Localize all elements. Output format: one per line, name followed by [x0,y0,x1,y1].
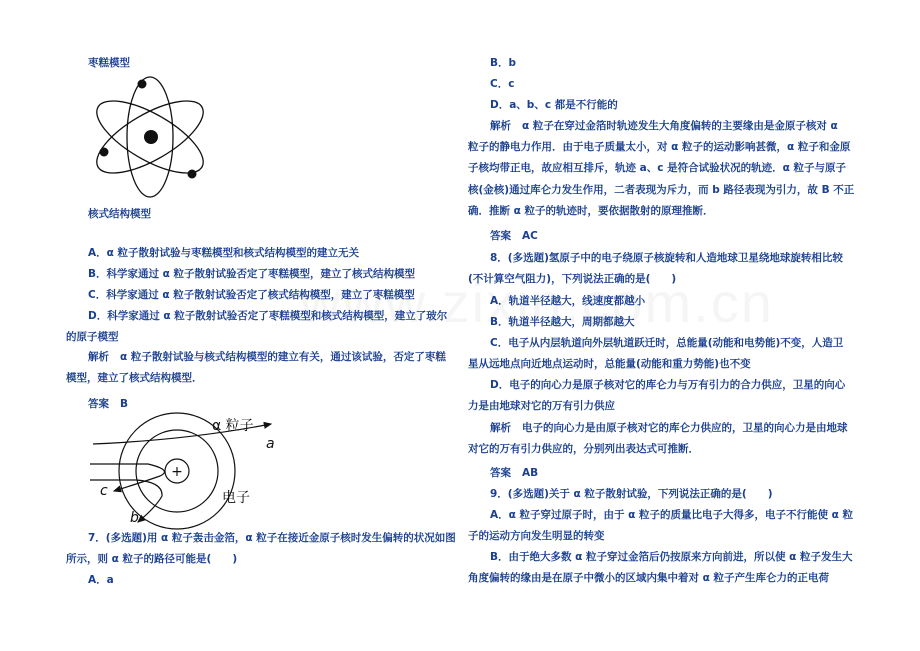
analysis-text-cont: 粒子的静电力作用．由于电子质量太小，对 α 粒子的运动影响甚微，α 粒子和金原 [468,141,851,153]
electron-dot [188,170,197,179]
fig1-top-label: 枣糕模型 [88,57,130,69]
electron-dot [138,80,147,89]
q8-stem-cont: (不计算空气阻力)，下列说法正确的是( ) [468,273,677,285]
q8-option-c: C．电子从内层轨道向外层轨道跃迁时，总能量(动能和电势能)不变，人造卫 [490,337,844,349]
alpha-particle-label: α 粒子 [212,418,254,434]
analysis-text-cont: 子核均带正电，故应相互排斥，轨迹 a、c 是符合试验状况的轨迹．α 粒子与原子 [468,162,846,174]
analysis-text: α 粒子在穿过金箔时轨迹发生大角度偏转的主要缘由是金原子核对 α [522,120,838,132]
q9-option-a-cont: 子的运动方向发生明显的转变 [468,530,605,542]
scattering-figure [88,412,288,527]
fig1-bottom-label: 核式结构模型 [88,208,151,220]
q8-option-b: B．轨道半径越大，周期都越大 [490,316,635,328]
analysis-label: 解析 [88,351,109,363]
q8-option-d: D．电子的向心力是原子核对它的库仑力与万有引力的合力供应，卫星的向心 [490,379,846,391]
q9-option-a: A．α 粒子穿过原子时，由于 α 粒子的质量比电子大得多，电子不行能使 α 粒 [490,509,854,521]
option-c: C．科学家通过 α 粒子散射试验否定了核式结构模型，建立了枣糕模型 [88,289,415,301]
analysis-text-cont: 核(金核)通过库仑力发生作用，二者表现为斥力，而 b 路径表现为引力，故 B 不正 [468,184,855,196]
analysis-label: 解析 [490,422,511,434]
q7-option-c: C．c [490,78,515,90]
path-b-label: b [130,510,139,526]
q8-option-d-cont: 力是由地球对它的万有引力供应 [468,400,615,412]
nucleus-plus: + [171,464,183,480]
q9-stem: 9．(多选题)关于 α 粒子散射试验，下列说法正确的是( ) [490,488,773,500]
q7-stem-cont: 所示，则 α 粒子的路径可能是( ) [66,553,238,565]
q8-option-a: A．轨道半径越大，线速度都越小 [490,295,646,307]
analysis-text: α 粒子散射试验与核式结构模型的建立有关，通过该试验，否定了枣糕 [120,351,446,363]
q8-stem: 8．(多选题)氢原子中的电子绕原子核旋转和人造地球卫星绕地球旋转相比较 [490,252,843,264]
answer-value: B [120,398,129,410]
answer-label: 答案 [88,398,109,410]
option-b: B．科学家通过 α 粒子散射试验否定了枣糕模型，建立了核式结构模型 [88,268,416,280]
q7-stem: 7．(多选题)用 α 粒子轰击金箔，α 粒子在接近金原子核时发生偏转的状况如图 [88,532,456,544]
analysis-text-cont: 模型，建立了核式结构模型． [66,372,203,384]
option-a: A．α 粒子散射试验与枣糕模型和核式结构模型的建立无关 [88,247,359,259]
analysis-text-cont: 确．推断 α 粒子的轨迹时，要依据散射的原理推断． [468,205,714,217]
answer-value: AC [522,230,538,242]
q9-option-b: B．由于绝大多数 α 粒子穿过金箔后仍按原来方向前进，所以使 α 粒子发生大 [490,551,853,563]
path-a-label: a [266,436,275,452]
option-d: D．科学家通过 α 粒子散射试验否定了枣糕模型和核式结构模型，建立了玻尔 [88,310,448,322]
electron-dot [100,148,109,157]
q8-option-c-cont: 星从远地点向近地点运动时，总能量(动能和重力势能)也不变 [468,358,751,370]
q7-option-b: B．b [490,57,517,69]
option-d-cont: 的原子模型 [66,331,119,343]
q9-option-b-cont: 角度偏转的缘由是在原子中微小的区域内集中着对 α 粒子产生库仑力的正电荷 [468,572,830,584]
answer-value: AB [522,467,539,479]
analysis-text-cont: 对它的万有引力供应的，分别列出表达式可推断． [468,443,699,455]
nucleus [144,130,158,144]
answer-label: 答案 [490,467,511,479]
q7-option-a: A．a [88,574,114,586]
analysis-label: 解析 [490,120,511,132]
q7-option-d: D．a、b、c 都是不行能的 [490,99,618,111]
analysis-text: 电子的向心力是由原子核对它的库仑力供应的，卫星的向心力是由地球 [522,422,848,434]
electron-label: 电子 [222,490,250,506]
path-c-label: c [100,483,108,499]
answer-label: 答案 [490,230,511,242]
atom-model-figure [90,72,215,202]
